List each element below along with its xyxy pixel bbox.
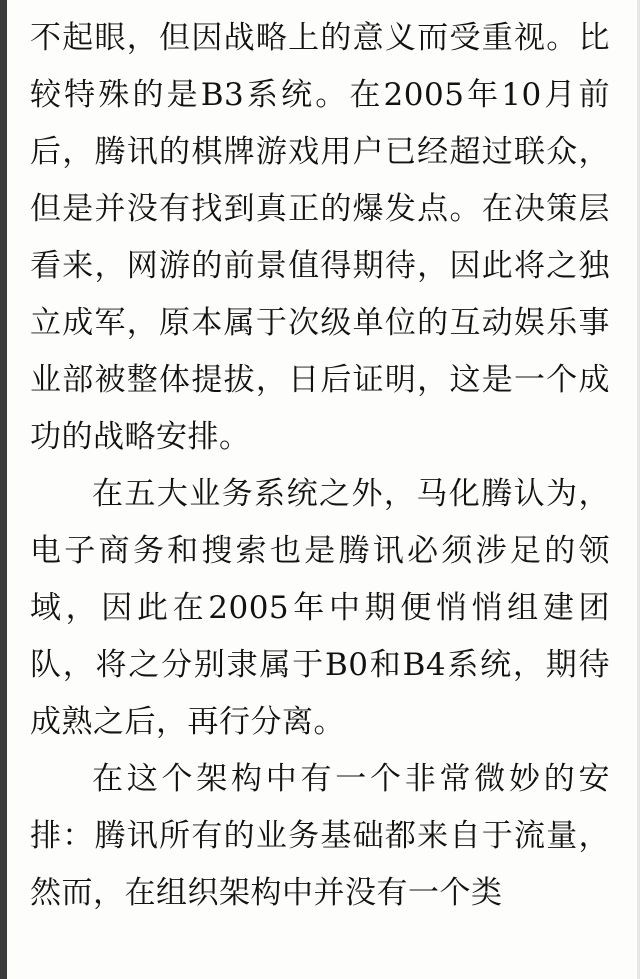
page-left-margin-rule — [0, 0, 7, 979]
page-text-body — [30, 10, 610, 922]
paragraph: 在五大业务系统之外，马化腾认为，电子商务和搜索也是腾讯必须涉足的领域，因此在2005年中期便悄悄组建团队，将之分别隶属于B0和B4系统，期待成熟之后，再行分离。 — [30, 476, 610, 740]
paragraph: 不起眼，但因战略上的意义而受重视。比较特殊的是B3系统。在2005年10月前后，腾讯的棋牌游戏用户已经超过联众，但是并没有找到真正的爆发点。在决策层看来，网游的前景值得期待，因此将之独立成军，原本属于次级单位的互动娱乐事业部被整体提拔，日后证明，这是一个成功的战略安排。 — [30, 20, 610, 455]
paragraph: 在这个架构中有一个非常微妙的安排：腾讯所有的业务基础都来自于流量，然而，在组织架构中并没有一个类 — [30, 761, 610, 911]
